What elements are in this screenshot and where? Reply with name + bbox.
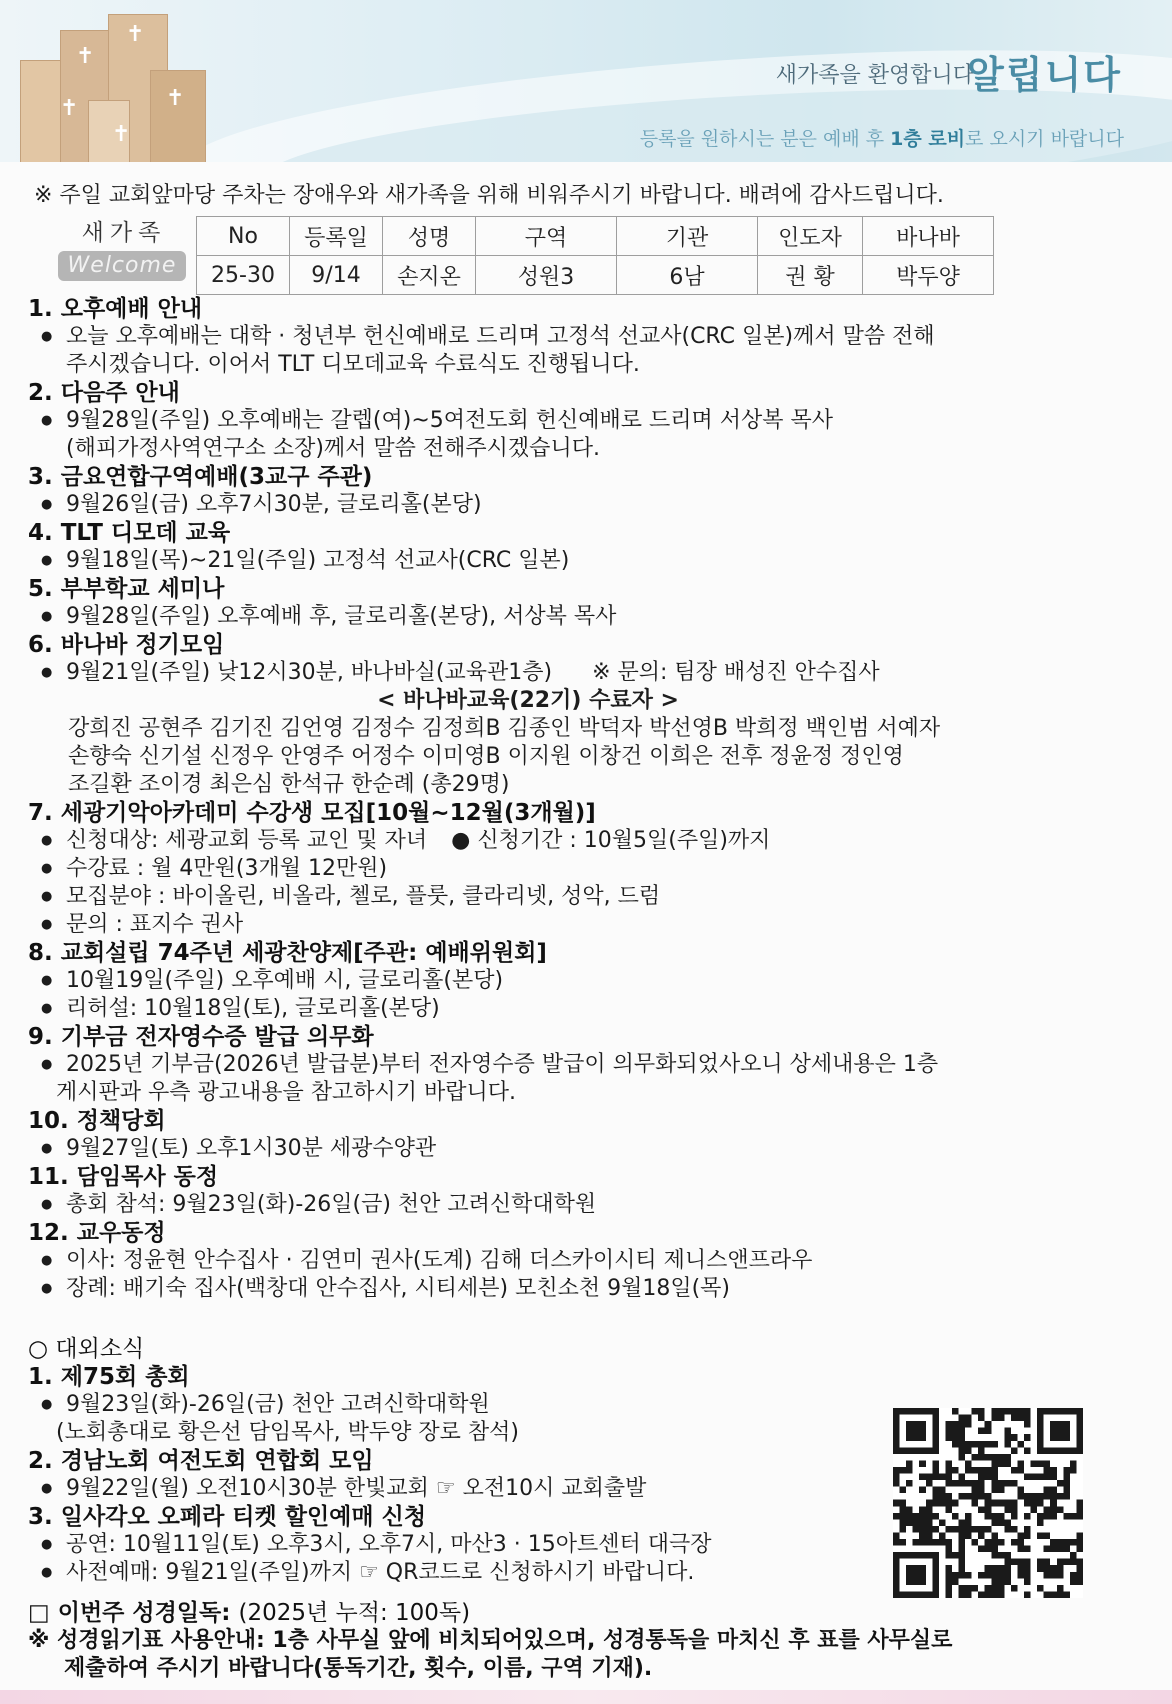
list-item: ● 9월27일(토) 오후1시30분 세광수양관 — [28, 1135, 1138, 1163]
table-cell: 권 황 — [758, 256, 863, 295]
list-item-continued: 주시겠습니다. 이어서 TLT 디모데교육 수료식도 진행됩니다. — [66, 352, 640, 377]
parking-notice: ※ 주일 교회앞마당 주차는 장애우와 새가족을 위해 비워주시기 바랍니다. 배려에 감사드립니다. — [34, 183, 944, 208]
list-item-text: 신청대상: 세광교회 등록 교인 및 자녀 — [66, 828, 428, 853]
inquiry-note: ※ 문의: 팀장 배성진 안수집사 — [592, 660, 880, 685]
table-cell: 9/14 — [290, 256, 383, 295]
list-item: ● 공연: 10월11일(토) 오후3시, 오후7시, 마산3 · 15아트센터 대극장 — [28, 1531, 1138, 1559]
new-family-label: 새가족 — [81, 220, 167, 246]
qr-code-icon[interactable] — [893, 1408, 1083, 1598]
list-item: ● 9월26일(금) 오후7시30분, 글로리홀(본당) — [28, 491, 1138, 519]
graduates-names: 강희진 공현주 김기진 김언영 김정수 김정희B 김종인 박덕자 박선영B 박희정 백인범 서예자 — [68, 716, 941, 741]
table-cell: 박두양 — [863, 256, 994, 295]
list-item-continued: (해피가정사역연구소 소장)께서 말씀 전해주시겠습니다. — [66, 436, 600, 461]
external-news-title: ○ 대외소식 — [28, 1336, 145, 1362]
welcome-badge: Welcome — [58, 251, 186, 281]
section-title: 1. 제75회 총회 — [28, 1364, 190, 1390]
list-item: ● 9월22일(월) 오전10시30분 한빛교회 ☞ 오전10시 교회출발 — [28, 1475, 1138, 1503]
section-title: 7. 세광기악아카데미 수강생 모집[10월~12월(3개월)] — [28, 800, 596, 826]
bible-reading-line — [28, 1599, 1138, 1627]
graduates-names: 조길환 조이경 최은심 한석규 한순례 (총29명) — [68, 772, 510, 797]
spacer — [28, 1303, 1138, 1335]
bible-reading-note: 제출하여 주시기 바랍니다(통독기간, 횟수, 이름, 구역 기재). — [64, 1656, 653, 1681]
table-cell: 6남 — [617, 256, 758, 295]
section-title: 10. 정책당회 — [28, 1108, 166, 1134]
list-item-continued: (노회총대로 황은선 담임목사, 박두양 장로 참석) — [56, 1420, 519, 1445]
table-header-cell: 인도자 — [758, 217, 863, 256]
table-row — [197, 256, 994, 295]
section-title: 5. 부부학교 세미나 — [28, 576, 225, 602]
section-title: 9. 기부금 전자영수증 발급 의무화 — [28, 1024, 374, 1050]
graduates-heading: < 바나바교육(22기) 수료자 > — [377, 688, 679, 713]
list-item: ● 9월28일(주일) 오후예배는 갈렙(여)~5여전도회 헌신예배로 드리며 서상복 목사 — [28, 407, 1138, 435]
table-cell: 손지온 — [383, 256, 476, 295]
list-item — [28, 659, 1138, 687]
section-title: 3. 금요연합구역예배(3교구 주관) — [28, 464, 373, 490]
table-header-cell: 구역 — [476, 217, 617, 256]
section-title: 6. 바나바 정기모임 — [28, 632, 225, 658]
header-note — [640, 124, 1124, 151]
list-item: ● 리허설: 10월18일(토), 글로리홀(본당) — [28, 995, 1138, 1023]
header-note-post: 로 오시기 바랍니다 — [965, 128, 1124, 150]
list-item: ● 문의 : 표지수 권사 — [28, 911, 1138, 939]
table-cell: 25-30 — [197, 256, 290, 295]
header-note-pre: 등록을 원하시는 분은 예배 후 — [639, 128, 891, 150]
table-header-cell: 바나바 — [863, 217, 994, 256]
graduates-names: 손향숙 신기설 신정우 안영주 어정수 이미영B 이지원 이창건 이희은 전후 정윤정 정인영 — [68, 744, 904, 769]
bible-reading-note: ※ 성경읽기표 사용안내: 1층 사무실 앞에 비치되어있으며, 성경통독을 마치신 후 표를 사무실로 — [28, 1628, 953, 1653]
table-header-cell: No — [197, 217, 290, 256]
list-item: ● 이사: 정윤현 안수집사 · 김연미 권사(도계) 김해 더스카이시티 제니스앤프라우 — [28, 1247, 1138, 1275]
section-title: 4. TLT 디모데 교육 — [28, 520, 231, 546]
header-note-bold: 1층 로비 — [890, 128, 966, 150]
section-title: 11. 담임목사 동정 — [28, 1164, 219, 1190]
list-item: ● 총회 참석: 9월23일(화)-26일(금) 천안 고려신학대학원 — [28, 1191, 1138, 1219]
list-item: ● 장례: 배기숙 집사(백창대 안수집사, 시티세븐) 모친소천 9월18일(목) — [28, 1275, 1138, 1303]
section-title: 3. 일사각오 오페라 티켓 할인예매 신청 — [28, 1504, 427, 1530]
section-title: 1. 오후예배 안내 — [28, 296, 203, 322]
new-family-table — [196, 216, 994, 295]
list-item-text: 9월21일(주일) 낮12시30분, 바나바실(교육관1층) — [66, 660, 553, 685]
footer-bar — [0, 1690, 1172, 1704]
table-header-cell: 기관 — [617, 217, 758, 256]
list-item: ● 2025년 기부금(2026년 발급분)부터 전자영수증 발급이 의무화되었사오니 상세내용은 1층 — [28, 1051, 1138, 1079]
list-item-continued: 게시판과 우측 광고내용을 참고하시기 바랍니다. — [56, 1080, 517, 1105]
header-banner: ✝ ✝ ✝ ✝ ✝ 새가족을 환영합니다 알립니다 등록을 원하시는 분은 예배 후 1층 로비로 오시기 바랍니다 — [0, 0, 1172, 162]
list-item: ● 9월23일(화)-26일(금) 천안 고려신학대학원 — [28, 1391, 1138, 1419]
table-cell: 성원3 — [476, 256, 617, 295]
section-title: 2. 경남노회 여전도회 연합회 모임 — [28, 1448, 374, 1474]
list-item: ● 사전예매: 9월21일(주일)까지 ☞ QR코드로 신청하시기 바랍니다. — [28, 1559, 1138, 1587]
header-title: 알립니다 — [967, 53, 1122, 97]
list-item: ● 9월28일(주일) 오후예배 후, 글로리홀(본당), 서상복 목사 — [28, 603, 1138, 631]
table-header-cell: 성명 — [383, 217, 476, 256]
list-item: ● 9월18일(목)~21일(주일) 고정석 선교사(CRC 일본) — [28, 547, 1138, 575]
list-item — [28, 827, 1138, 855]
section-title: 2. 다음주 안내 — [28, 380, 180, 406]
bible-reading-count: (2025년 누적: 100독) — [238, 1600, 471, 1626]
table-header-row — [197, 217, 994, 256]
list-item: ● 오늘 오후예배는 대학 · 청년부 헌신예배로 드리며 고정석 선교사(CRC 일본)께서 말씀 전해 — [28, 323, 1138, 351]
list-item: ● 수강료 : 월 4만원(3개월 12만원) — [28, 855, 1138, 883]
list-item-text: ● 신청기간 : 10월5일(주일)까지 — [451, 828, 771, 853]
section-title: 8. 교회설립 74주년 세광찬양제[주관: 예배위원회] — [28, 940, 547, 966]
table-header-cell: 등록일 — [290, 217, 383, 256]
section-title: 12. 교우동정 — [28, 1220, 166, 1246]
list-item: ● 모집분야 : 바이올린, 비올라, 첼로, 플룻, 클라리넷, 성악, 드럼 — [28, 883, 1138, 911]
bible-reading-title: □ 이번주 성경일독: — [28, 1600, 231, 1626]
header-subtitle: 새가족을 환영합니다 — [775, 63, 974, 88]
list-item: ● 10월19일(주일) 오후예배 시, 글로리홀(본당) — [28, 967, 1138, 995]
